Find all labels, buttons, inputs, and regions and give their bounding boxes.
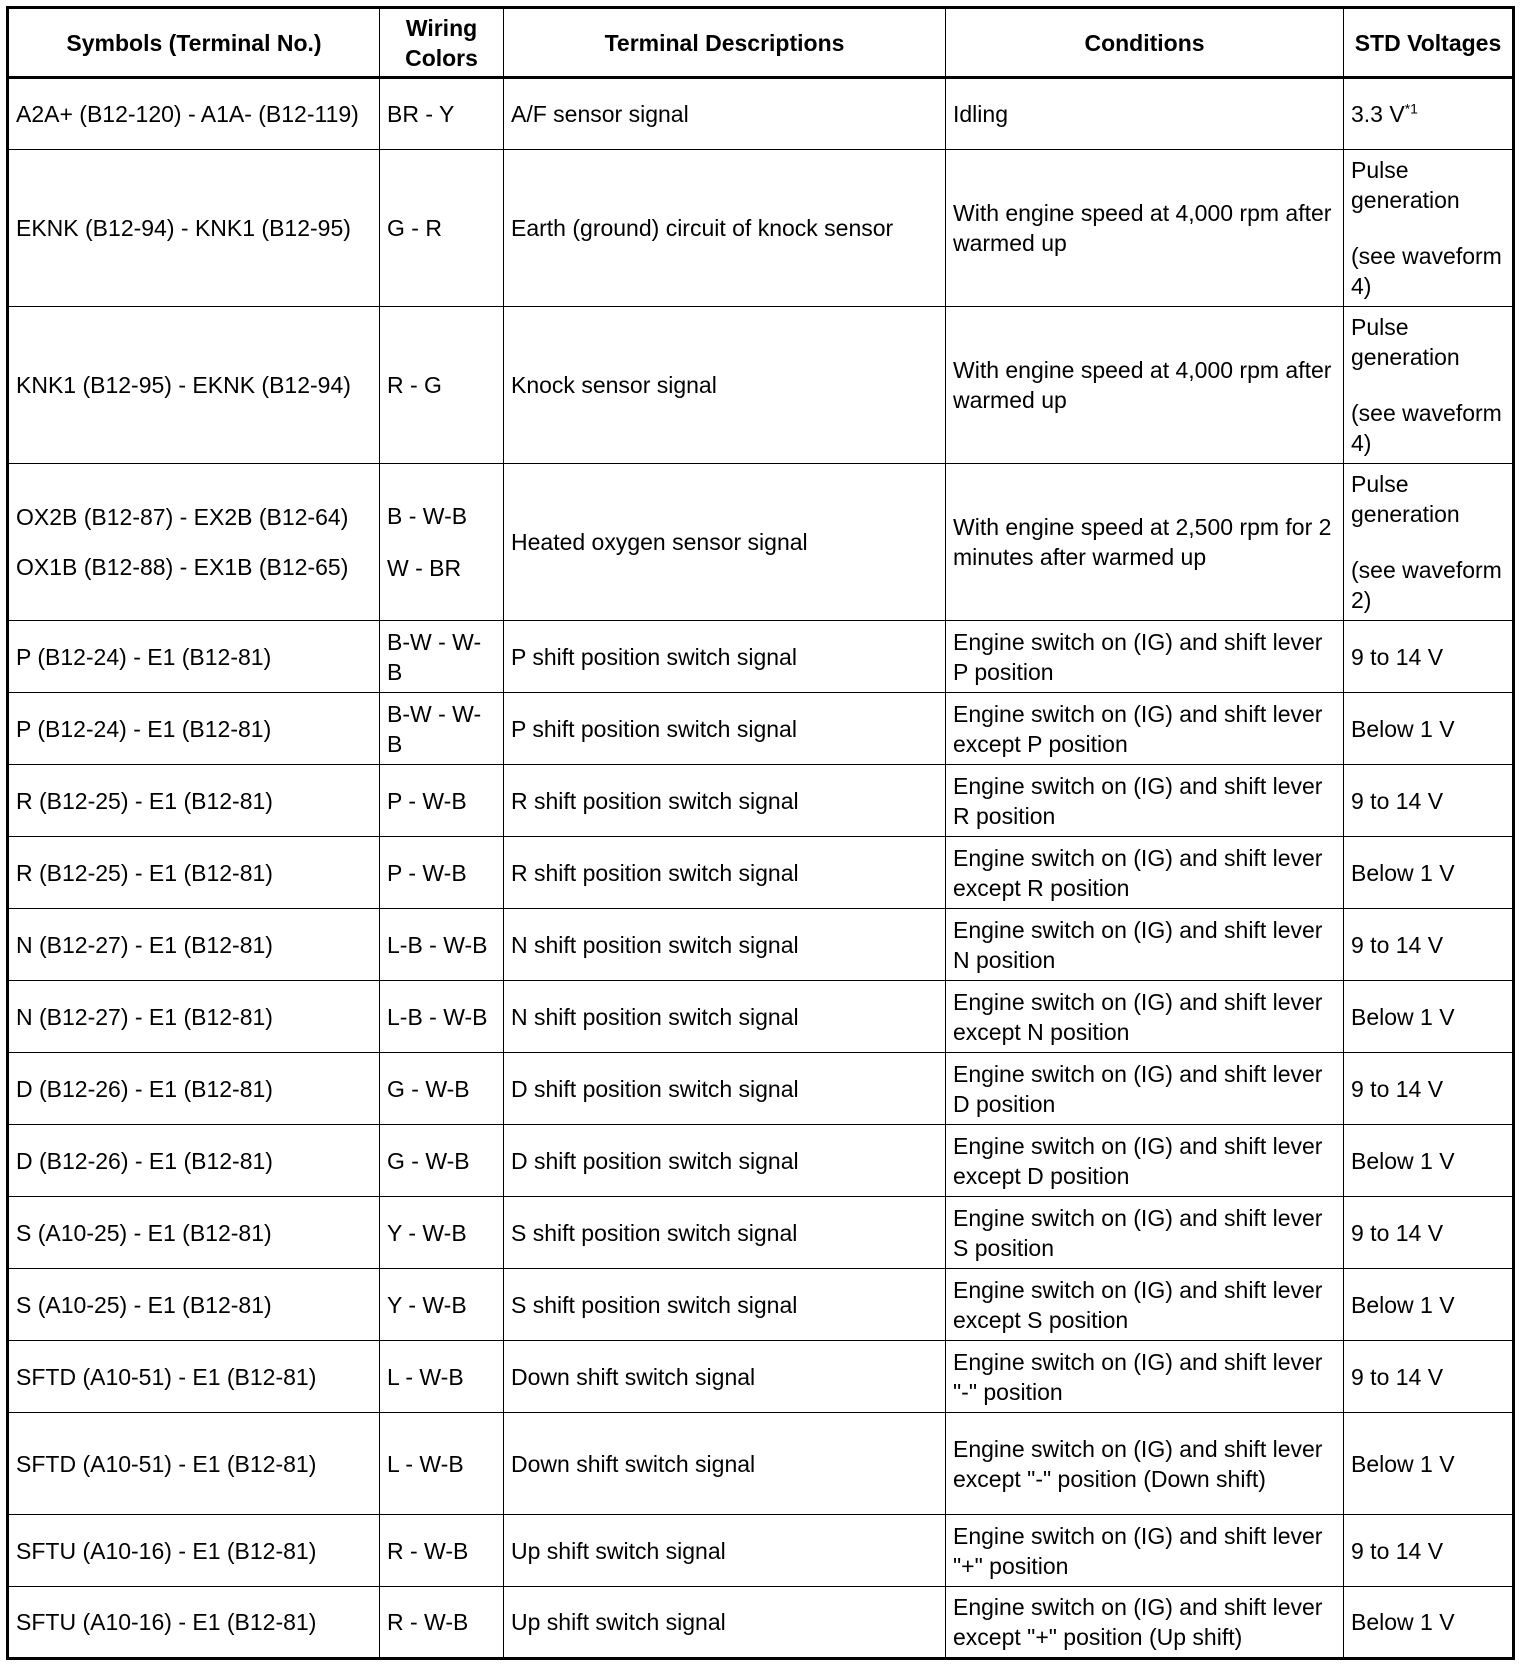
- condition-cell: Engine switch on (IG) and shift lever D position: [946, 1053, 1344, 1125]
- ecm-terminal-table: [6, 6, 1515, 1660]
- table-row: [8, 1413, 1514, 1515]
- voltage-cell: 9 to 14 V: [1344, 1341, 1514, 1413]
- wiring-cell: G - R: [380, 150, 504, 307]
- description-cell: Down shift switch signal: [504, 1413, 946, 1515]
- table-row: [8, 981, 1514, 1053]
- voltage-cell: 9 to 14 V: [1344, 1197, 1514, 1269]
- symbols-cell: P (B12-24) - E1 (B12-81): [8, 621, 380, 693]
- waveform-reference: (see waveform 2): [1351, 557, 1502, 613]
- voltage-cell: [1344, 150, 1514, 307]
- wiring-cell: BR - Y: [380, 78, 504, 150]
- table-row: [8, 307, 1514, 464]
- wiring-cell: G - W-B: [380, 1053, 504, 1125]
- table-row: [8, 621, 1514, 693]
- header-symbols: Symbols (Terminal No.): [8, 8, 380, 78]
- wiring-cell: Y - W-B: [380, 1269, 504, 1341]
- wiring-cell: B-W - W-B: [380, 693, 504, 765]
- condition-cell: Engine switch on (IG) and shift lever "+" position: [946, 1515, 1344, 1587]
- symbols-cell: A2A+ (B12-120) - A1A- (B12-119): [8, 78, 380, 150]
- waveform-reference: (see waveform 4): [1351, 400, 1502, 456]
- voltage-cell: [1344, 78, 1514, 150]
- table-row: [8, 1515, 1514, 1587]
- condition-cell: Engine switch on (IG) and shift lever N position: [946, 909, 1344, 981]
- table-row: [8, 1587, 1514, 1659]
- table-row: [8, 464, 1514, 621]
- table-row: [8, 1341, 1514, 1413]
- voltage-value: Pulse generation: [1351, 157, 1460, 213]
- symbols-cell: SFTD (A10-51) - E1 (B12-81): [8, 1341, 380, 1413]
- symbols-cell: [8, 464, 380, 621]
- voltage-cell: 9 to 14 V: [1344, 765, 1514, 837]
- wiring-cell: P - W-B: [380, 837, 504, 909]
- wiring-cell: L-B - W-B: [380, 981, 504, 1053]
- voltage-cell: Below 1 V: [1344, 693, 1514, 765]
- voltage-cell: [1344, 307, 1514, 464]
- description-cell: Down shift switch signal: [504, 1341, 946, 1413]
- description-cell: P shift position switch signal: [504, 693, 946, 765]
- voltage-cell: Below 1 V: [1344, 981, 1514, 1053]
- description-cell: S shift position switch signal: [504, 1197, 946, 1269]
- description-cell: Heated oxygen sensor signal: [504, 464, 946, 621]
- wiring-cell: R - W-B: [380, 1587, 504, 1659]
- table-row: [8, 693, 1514, 765]
- symbols-cell: R (B12-25) - E1 (B12-81): [8, 765, 380, 837]
- wiring-cell: B-W - W-B: [380, 621, 504, 693]
- wiring-cell: L - W-B: [380, 1341, 504, 1413]
- header-row: [8, 8, 1514, 78]
- header-std-voltages: STD Voltages: [1344, 8, 1514, 78]
- symbols-cell: S (A10-25) - E1 (B12-81): [8, 1197, 380, 1269]
- table-row: [8, 78, 1514, 150]
- symbols-cell: N (B12-27) - E1 (B12-81): [8, 981, 380, 1053]
- symbols-pair-bank2: OX2B (B12-87) - EX2B (B12-64): [16, 504, 349, 530]
- footnote-marker: *1: [1404, 100, 1418, 117]
- voltage-cell: Below 1 V: [1344, 1587, 1514, 1659]
- symbols-cell: D (B12-26) - E1 (B12-81): [8, 1125, 380, 1197]
- header-wiring-colors: Wiring Colors: [380, 8, 504, 78]
- wiring-bank1: W - BR: [387, 555, 462, 581]
- symbols-cell: EKNK (B12-94) - KNK1 (B12-95): [8, 150, 380, 307]
- wiring-cell: Y - W-B: [380, 1197, 504, 1269]
- voltage-cell: 9 to 14 V: [1344, 909, 1514, 981]
- condition-cell: With engine speed at 4,000 rpm after warmed up: [946, 307, 1344, 464]
- description-cell: N shift position switch signal: [504, 909, 946, 981]
- wiring-cell: L-B - W-B: [380, 909, 504, 981]
- wiring-cell: R - G: [380, 307, 504, 464]
- voltage-cell: Below 1 V: [1344, 837, 1514, 909]
- voltage-cell: 9 to 14 V: [1344, 1515, 1514, 1587]
- description-cell: P shift position switch signal: [504, 621, 946, 693]
- condition-cell: Engine switch on (IG) and shift lever S position: [946, 1197, 1344, 1269]
- wiring-cell: L - W-B: [380, 1413, 504, 1515]
- symbols-cell: SFTU (A10-16) - E1 (B12-81): [8, 1587, 380, 1659]
- description-cell: Knock sensor signal: [504, 307, 946, 464]
- wiring-cell: [380, 464, 504, 621]
- condition-cell: Engine switch on (IG) and shift lever except P position: [946, 693, 1344, 765]
- wiring-cell: G - W-B: [380, 1125, 504, 1197]
- symbols-cell: KNK1 (B12-95) - EKNK (B12-94): [8, 307, 380, 464]
- condition-cell: With engine speed at 2,500 rpm for 2 minutes after warmed up: [946, 464, 1344, 621]
- condition-cell: Engine switch on (IG) and shift lever "-" position: [946, 1341, 1344, 1413]
- description-cell: Earth (ground) circuit of knock sensor: [504, 150, 946, 307]
- table-row: [8, 765, 1514, 837]
- description-cell: D shift position switch signal: [504, 1125, 946, 1197]
- header-terminal-descriptions: Terminal Descriptions: [504, 8, 946, 78]
- condition-cell: With engine speed at 4,000 rpm after warmed up: [946, 150, 1344, 307]
- table-row: [8, 1197, 1514, 1269]
- voltage-cell: [1344, 464, 1514, 621]
- description-cell: R shift position switch signal: [504, 837, 946, 909]
- description-cell: Up shift switch signal: [504, 1587, 946, 1659]
- condition-cell: Engine switch on (IG) and shift lever except N position: [946, 981, 1344, 1053]
- voltage-cell: Below 1 V: [1344, 1413, 1514, 1515]
- voltage-cell: 9 to 14 V: [1344, 621, 1514, 693]
- symbols-cell: R (B12-25) - E1 (B12-81): [8, 837, 380, 909]
- table-row: [8, 837, 1514, 909]
- description-cell: Up shift switch signal: [504, 1515, 946, 1587]
- wiring-cell: P - W-B: [380, 765, 504, 837]
- symbols-cell: SFTD (A10-51) - E1 (B12-81): [8, 1413, 380, 1515]
- voltage-value: Pulse generation: [1351, 471, 1460, 527]
- wiring-cell: R - W-B: [380, 1515, 504, 1587]
- description-cell: A/F sensor signal: [504, 78, 946, 150]
- symbols-cell: N (B12-27) - E1 (B12-81): [8, 909, 380, 981]
- voltage-cell: 9 to 14 V: [1344, 1053, 1514, 1125]
- condition-cell: Engine switch on (IG) and shift lever R position: [946, 765, 1344, 837]
- condition-cell: Idling: [946, 78, 1344, 150]
- description-cell: N shift position switch signal: [504, 981, 946, 1053]
- condition-cell: Engine switch on (IG) and shift lever P position: [946, 621, 1344, 693]
- voltage-cell: Below 1 V: [1344, 1125, 1514, 1197]
- table-row: [8, 1053, 1514, 1125]
- table-row: [8, 1269, 1514, 1341]
- voltage-value: Pulse generation: [1351, 314, 1460, 370]
- description-cell: D shift position switch signal: [504, 1053, 946, 1125]
- table-row: [8, 909, 1514, 981]
- symbols-cell: P (B12-24) - E1 (B12-81): [8, 693, 380, 765]
- table-row: [8, 1125, 1514, 1197]
- description-cell: R shift position switch signal: [504, 765, 946, 837]
- description-cell: S shift position switch signal: [504, 1269, 946, 1341]
- condition-cell: Engine switch on (IG) and shift lever except "-" position (Down shift): [946, 1413, 1344, 1515]
- symbols-pair-bank1: OX1B (B12-88) - EX1B (B12-65): [16, 554, 349, 580]
- wiring-bank2: B - W-B: [387, 503, 468, 529]
- symbols-cell: S (A10-25) - E1 (B12-81): [8, 1269, 380, 1341]
- voltage-value: 3.3 V: [1351, 101, 1405, 127]
- voltage-cell: Below 1 V: [1344, 1269, 1514, 1341]
- symbols-cell: D (B12-26) - E1 (B12-81): [8, 1053, 380, 1125]
- condition-cell: Engine switch on (IG) and shift lever except "+" position (Up shift): [946, 1587, 1344, 1659]
- table-row: [8, 150, 1514, 307]
- condition-cell: Engine switch on (IG) and shift lever except S position: [946, 1269, 1344, 1341]
- condition-cell: Engine switch on (IG) and shift lever except R position: [946, 837, 1344, 909]
- symbols-cell: SFTU (A10-16) - E1 (B12-81): [8, 1515, 380, 1587]
- waveform-reference: (see waveform 4): [1351, 243, 1502, 299]
- header-conditions: Conditions: [946, 8, 1344, 78]
- condition-cell: Engine switch on (IG) and shift lever except D position: [946, 1125, 1344, 1197]
- terminal-voltage-sheet: [6, 6, 1512, 1660]
